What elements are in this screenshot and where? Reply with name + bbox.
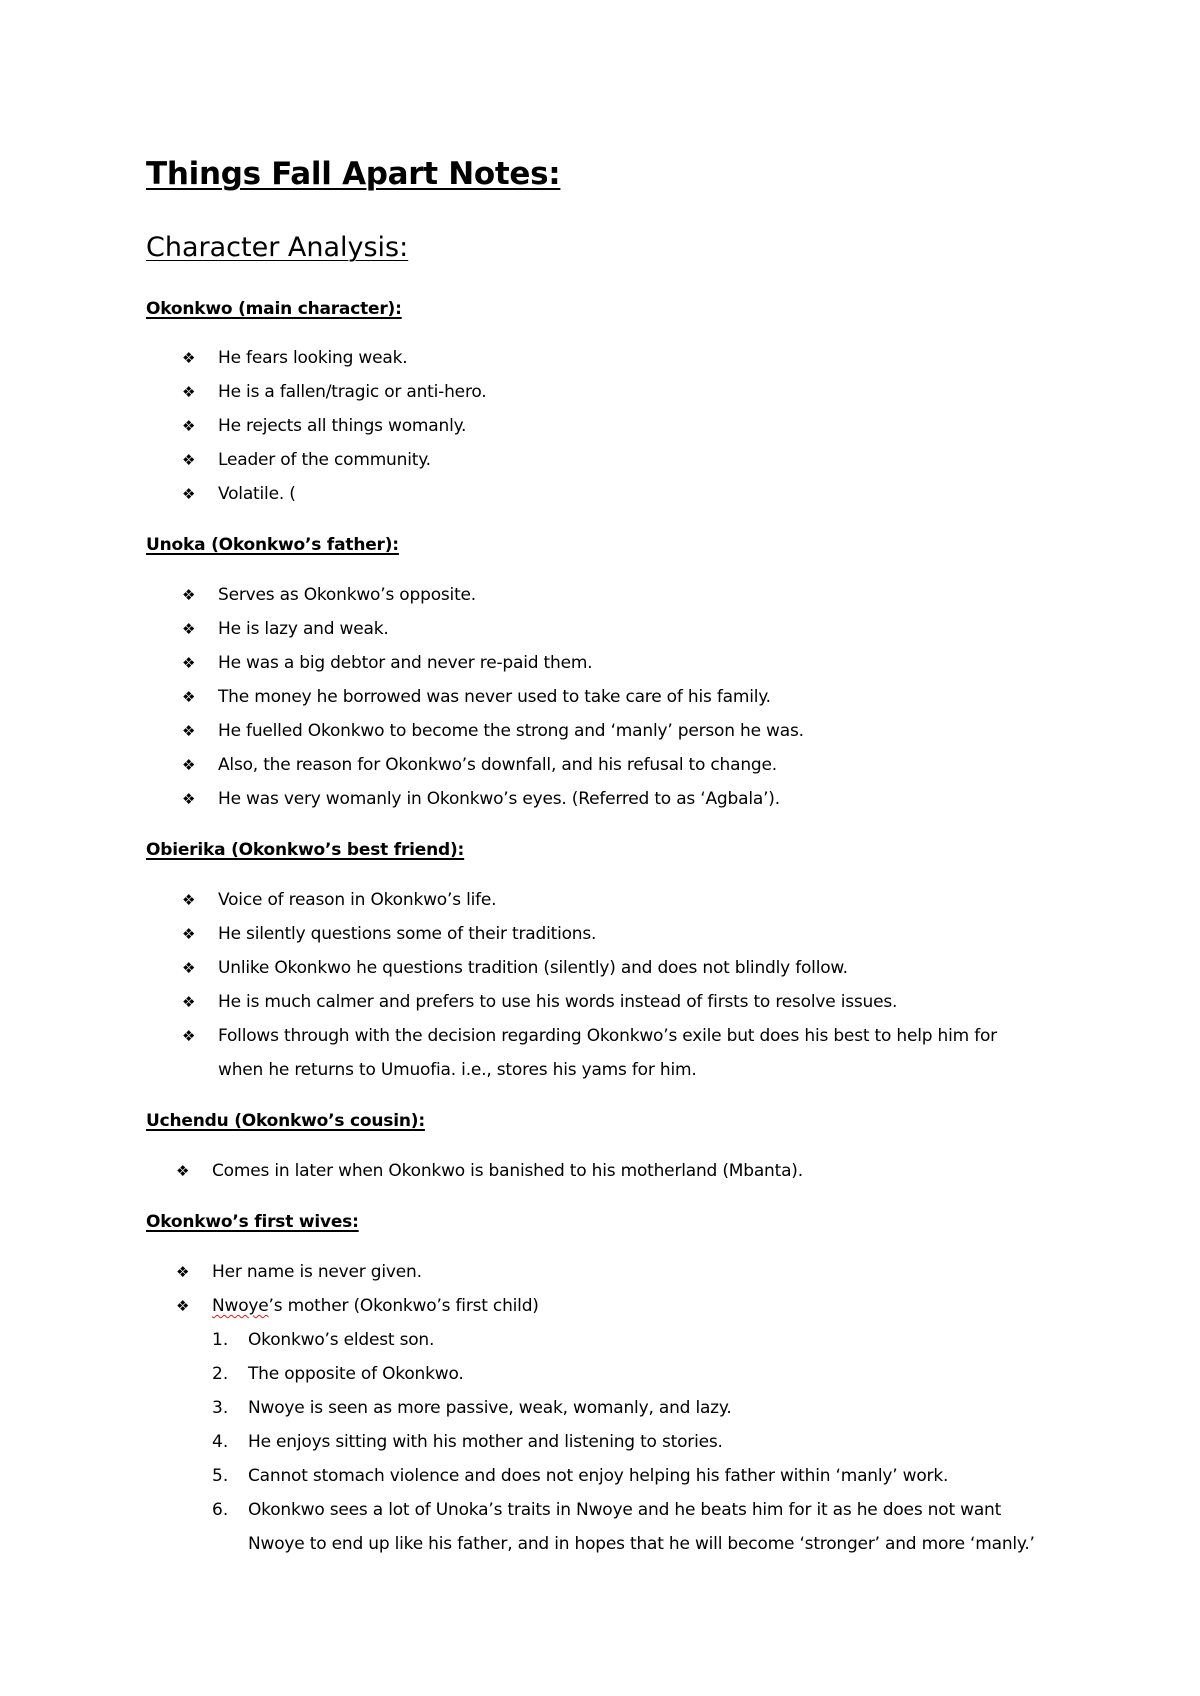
list-item: He silently questions some of their traditions.	[218, 924, 597, 944]
heading-okonkwo: Okonkwo (main character):	[146, 299, 402, 319]
bullet-icon: ❖	[176, 1297, 190, 1315]
bullet-icon: ❖	[182, 688, 196, 706]
bullet-icon: ❖	[182, 451, 196, 469]
list-item: He fears looking weak.	[218, 348, 408, 368]
bullet-icon: ❖	[182, 959, 196, 977]
numbered-item: Okonkwo’s eldest son.	[248, 1330, 435, 1350]
list-item: Follows through with the decision regarding Okonkwo’s exile but does his best to help him for	[218, 1026, 997, 1046]
list-number: 4.	[212, 1432, 229, 1452]
bullet-icon: ❖	[176, 1263, 190, 1281]
bullet-icon: ❖	[182, 383, 196, 401]
bullet-icon: ❖	[182, 485, 196, 503]
heading-obierika: Obierika (Okonkwo’s best friend):	[146, 840, 465, 860]
list-item-continuation: when he returns to Umuofia. i.e., stores his yams for him.	[218, 1060, 697, 1080]
list-item: Voice of reason in Okonkwo’s life.	[218, 890, 497, 910]
numbered-item: He enjoys sitting with his mother and listening to stories.	[248, 1432, 723, 1452]
heading-uchendu: Uchendu (Okonkwo’s cousin):	[146, 1111, 425, 1131]
bullet-icon: ❖	[182, 654, 196, 672]
list-number: 1.	[212, 1330, 229, 1350]
heading-first-wives: Okonkwo’s first wives:	[146, 1212, 359, 1232]
section-subtitle: Character Analysis:	[146, 232, 409, 263]
list-item: He was a big debtor and never re-paid them.	[218, 653, 593, 673]
list-item: Leader of the community.	[218, 450, 431, 470]
bullet-icon: ❖	[182, 349, 196, 367]
bullet-icon: ❖	[182, 417, 196, 435]
list-item: He is a fallen/tragic or anti-hero.	[218, 382, 487, 402]
list-number: 3.	[212, 1398, 229, 1418]
spellcheck-word: Nwoye	[212, 1296, 269, 1316]
list-item: Her name is never given.	[212, 1262, 422, 1282]
bullet-icon: ❖	[176, 1162, 190, 1180]
bullet-icon: ❖	[182, 993, 196, 1011]
list-number: 6.	[212, 1500, 229, 1520]
list-item: He is much calmer and prefers to use his words instead of firsts to resolve issues.	[218, 992, 898, 1012]
bullet-icon: ❖	[182, 756, 196, 774]
list-item	[212, 1289, 539, 1323]
bullet-icon: ❖	[182, 790, 196, 808]
list-item: Unlike Okonkwo he questions tradition (silently) and does not blindly follow.	[218, 958, 848, 978]
list-number: 5.	[212, 1466, 229, 1486]
list-item: He is lazy and weak.	[218, 619, 389, 639]
numbered-item: Okonkwo sees a lot of Unoka’s traits in Nwoye and he beats him for it as he does not want	[248, 1500, 1002, 1520]
numbered-item: Cannot stomach violence and does not enjoy helping his father within ‘manly’ work.	[248, 1466, 949, 1486]
bullet-icon: ❖	[182, 722, 196, 740]
list-number: 2.	[212, 1364, 229, 1384]
list-item: The money he borrowed was never used to take care of his family.	[218, 687, 771, 707]
bullet-icon: ❖	[182, 586, 196, 604]
list-item: He was very womanly in Okonkwo’s eyes. (Referred to as ‘Agbala’).	[218, 789, 780, 809]
list-item: Also, the reason for Okonkwo’s downfall, and his refusal to change.	[218, 755, 777, 775]
numbered-item-continuation: Nwoye to end up like his father, and in hopes that he will become ‘stronger’ and more ‘manly.’	[248, 1534, 1035, 1554]
list-item: Serves as Okonkwo’s opposite.	[218, 585, 476, 605]
bullet-icon: ❖	[182, 620, 196, 638]
list-item: Comes in later when Okonkwo is banished to his motherland (Mbanta).	[212, 1161, 803, 1181]
list-item: Volatile. (	[218, 484, 296, 504]
list-item: He rejects all things womanly.	[218, 416, 467, 436]
numbered-item: The opposite of Okonkwo.	[248, 1364, 464, 1384]
document-title: Things Fall Apart Notes:	[146, 156, 561, 192]
bullet-icon: ❖	[182, 1027, 196, 1045]
heading-unoka: Unoka (Okonkwo’s father):	[146, 535, 399, 555]
list-item: He fuelled Okonkwo to become the strong and ‘manly’ person he was.	[218, 721, 804, 741]
numbered-item: Nwoye is seen as more passive, weak, womanly, and lazy.	[248, 1398, 732, 1418]
bullet-icon: ❖	[182, 891, 196, 909]
list-item-text: ’s mother (Okonkwo’s first child)	[268, 1296, 539, 1316]
bullet-icon: ❖	[182, 925, 196, 943]
